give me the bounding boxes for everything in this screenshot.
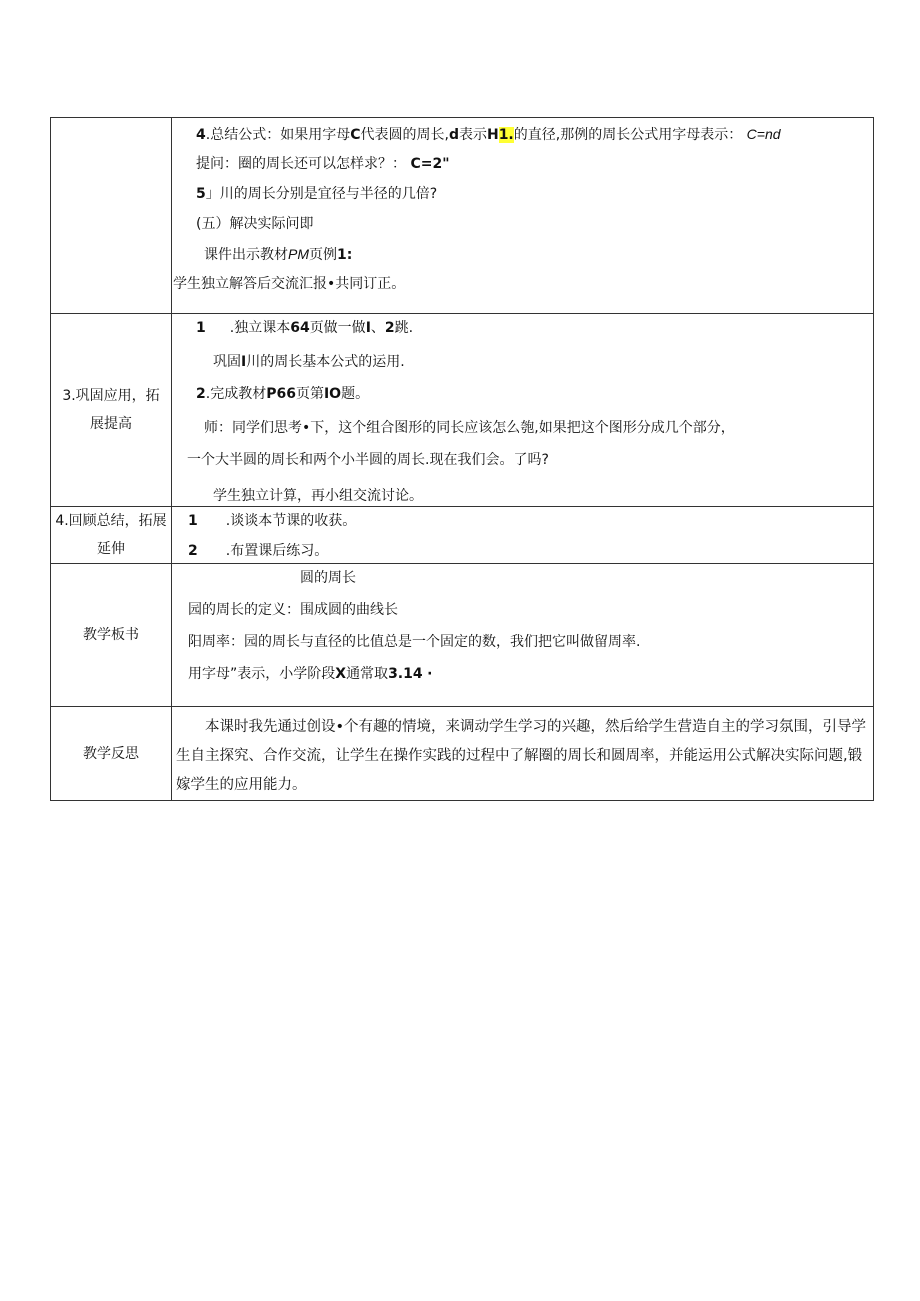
row-reflection-label: 教学反思 xyxy=(51,707,172,801)
row-board xyxy=(51,564,874,707)
row-consolidation xyxy=(51,314,874,507)
exercise-1-line: 1 .独立课本64页做一做I、2跳. xyxy=(196,320,414,336)
review-item-1: 1 .谈谈本节课的收获。 xyxy=(188,513,357,529)
row-review xyxy=(51,507,874,564)
ratio-question-line: 5」川的周长分别是宜径与半径的几倍? xyxy=(196,186,438,202)
courseware-example-line: 课件出示教材PM页例1: xyxy=(204,246,353,263)
row-consolidation-content xyxy=(172,314,874,507)
composite-figure-line: 一个大半圆的周长和两个小半圆的周长.现在我们会。了吗? xyxy=(187,452,549,468)
row-reflection xyxy=(51,707,874,801)
review-item-2: 2 .布置课后练习。 xyxy=(188,543,329,559)
row-formula-summary-content xyxy=(172,118,874,314)
row-review-label: 4.回顾总结，拓展延伸 xyxy=(51,507,172,564)
board-title: 圆的周长 xyxy=(300,570,356,586)
reflection-paragraph: 本课时我先通过创设•个有趣的情境，来调动学生学习的兴趣，然后给学生营造自主的学习氛围，引导学生自主探究、合作交流，让学生在操作实践的过程中了解圈的周长和圆周率，并能运用公式解决实际问题,锻嫁学生的应用能力。 xyxy=(176,719,867,793)
row-board-content xyxy=(172,564,874,707)
board-definition: 园的周长的定义：围成圆的曲线长 xyxy=(188,602,398,618)
highlighted-text: 1. xyxy=(498,127,514,143)
exercise-2-line: 2.完成教材P66页第IO题。 xyxy=(196,386,370,402)
row-consolidation-label: 3.巩固应用，拓展提高 xyxy=(51,314,172,507)
board-pi-value: 用字母”表示，小学阶段X通常取3.14 · xyxy=(188,666,433,682)
student-discussion-line: 学生独立计算，再小组交流讨论。 xyxy=(213,488,423,504)
consolidate-formula-line: 巩固I川的周长基本公式的运用. xyxy=(213,354,405,370)
lesson-plan-table xyxy=(50,117,874,801)
row-reflection-content xyxy=(172,707,874,801)
formula-summary-line: 4.总结公式：如果用字母C代表圆的周长,d表示H1.的直径,那例的周长公式用字母表示： C=nd xyxy=(196,126,781,143)
student-answer-line: 学生独立解答后交流汇报•共同订正。 xyxy=(173,276,406,292)
section-heading-practical: (五）解决实际问即 xyxy=(196,216,314,232)
row-formula-summary xyxy=(51,118,874,314)
teacher-prompt-line: 师：同学们思考•下，这个组合图形的同长应该怎么匏,如果把这个图形分成几个部分， xyxy=(204,420,735,436)
row-formula-summary-label xyxy=(51,118,172,314)
row-board-label: 教学板书 xyxy=(51,564,172,707)
row-review-content xyxy=(172,507,874,564)
board-pi-definition: 阳周率：园的周长与直径的比值总是一个固定的数，我们把它叫做留周率. xyxy=(188,634,641,650)
question-line: 提问：圈的周长还可以怎样求？： C=2" xyxy=(196,156,450,172)
